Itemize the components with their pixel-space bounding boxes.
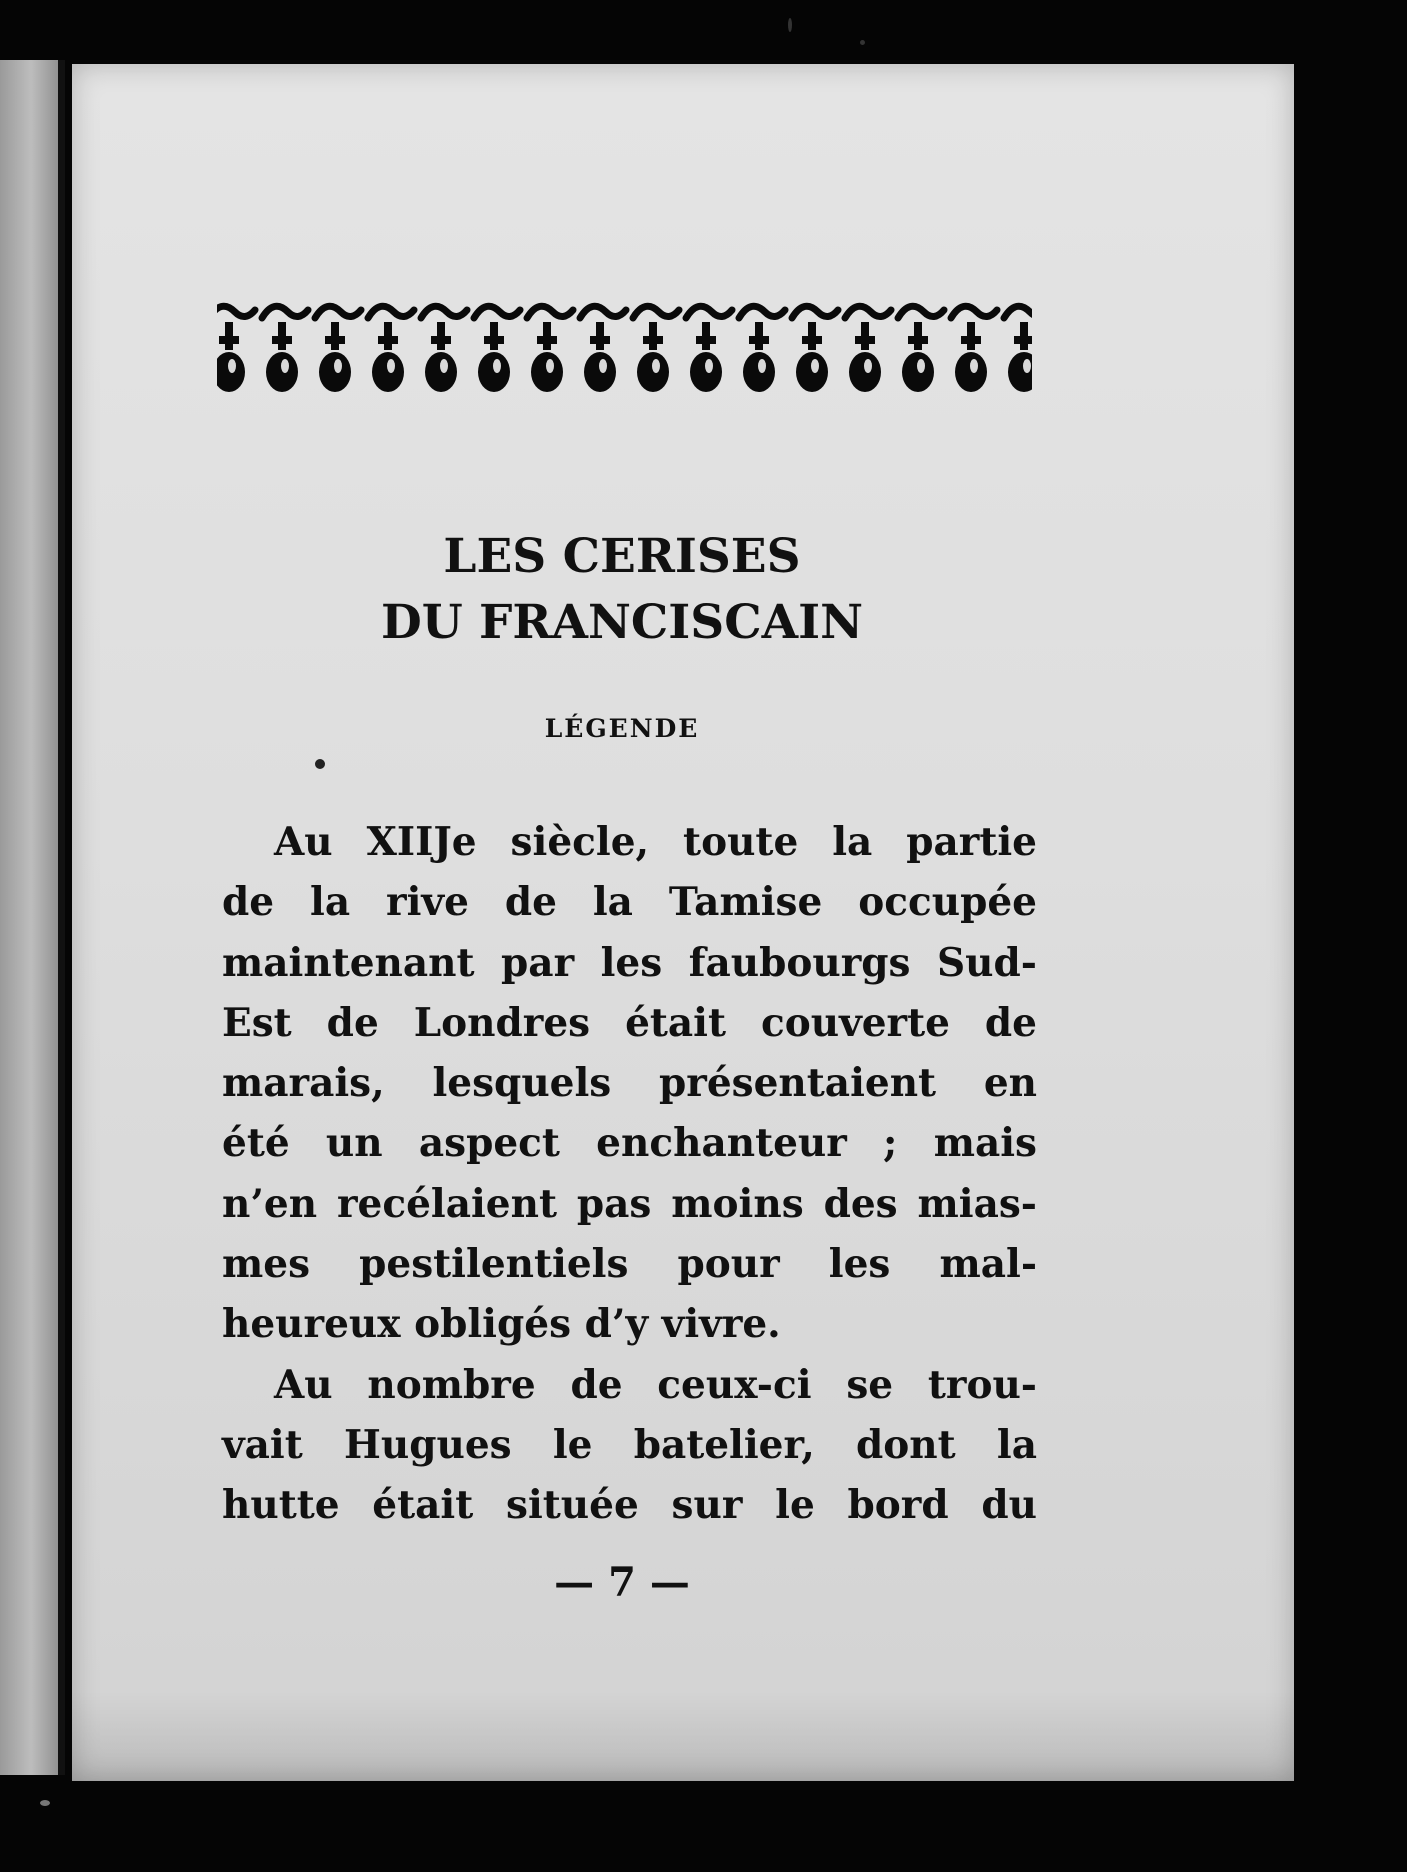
ornament-unit [474, 306, 520, 392]
ornament-unit [898, 306, 944, 392]
ornament-unit [421, 306, 467, 392]
ornament-unit [633, 306, 679, 392]
text-line: hutte était située sur le bord du [222, 1482, 1037, 1529]
story-title [212, 524, 1032, 656]
ornament-unit [368, 306, 414, 392]
text-line: Est de Londres était couverte de [222, 999, 1037, 1046]
subtitle: LÉGENDE [544, 714, 700, 743]
ornament-unit [1004, 306, 1032, 392]
previous-page-edge [0, 60, 62, 1775]
text-line: Au nombre de ceux-ci se trou- [274, 1361, 1037, 1408]
ornament-unit [845, 306, 891, 392]
text-line: de la rive de la Tamise occupée [222, 879, 1037, 926]
text-line: marais, lesquels présentaient en [222, 1060, 1037, 1107]
page-gutter [58, 60, 65, 1775]
text-line: n’en recélaient pas moins des mias- [222, 1180, 1037, 1227]
text-line: heureux obligés d’y vivre. [222, 1301, 781, 1348]
ornament-unit [315, 306, 361, 392]
ornament-unit [262, 306, 308, 392]
ornament-unit [739, 306, 785, 392]
decorative-ornament-band [217, 292, 1032, 414]
scan-speck [860, 40, 865, 45]
ornament-unit [792, 306, 838, 392]
ornament-unit [580, 306, 626, 392]
body-text [222, 812, 1037, 1536]
page-shadow [72, 1691, 1294, 1781]
title-line: LES CERISES [443, 529, 801, 584]
text-line: été un aspect enchanteur ; mais [222, 1120, 1037, 1167]
scan-speck [40, 1800, 50, 1806]
scan-speck [788, 18, 792, 32]
page-number: — 7 — [554, 1559, 690, 1606]
text-line: mes pestilentiels pour les mal- [222, 1241, 1037, 1288]
ink-dot [315, 759, 325, 769]
text-line: Au XIIJe siècle, toute la partie [274, 819, 1037, 865]
ornament-unit [217, 306, 255, 392]
ornament-unit [686, 306, 732, 392]
text-line: maintenant par les faubourgs Sud- [222, 939, 1037, 986]
book-page [72, 64, 1294, 1781]
ornament-unit [527, 306, 573, 392]
ornament-unit [951, 306, 997, 392]
title-line: DU FRANCISCAIN [380, 595, 864, 650]
text-line: vait Hugues le batelier, dont la [222, 1421, 1037, 1468]
